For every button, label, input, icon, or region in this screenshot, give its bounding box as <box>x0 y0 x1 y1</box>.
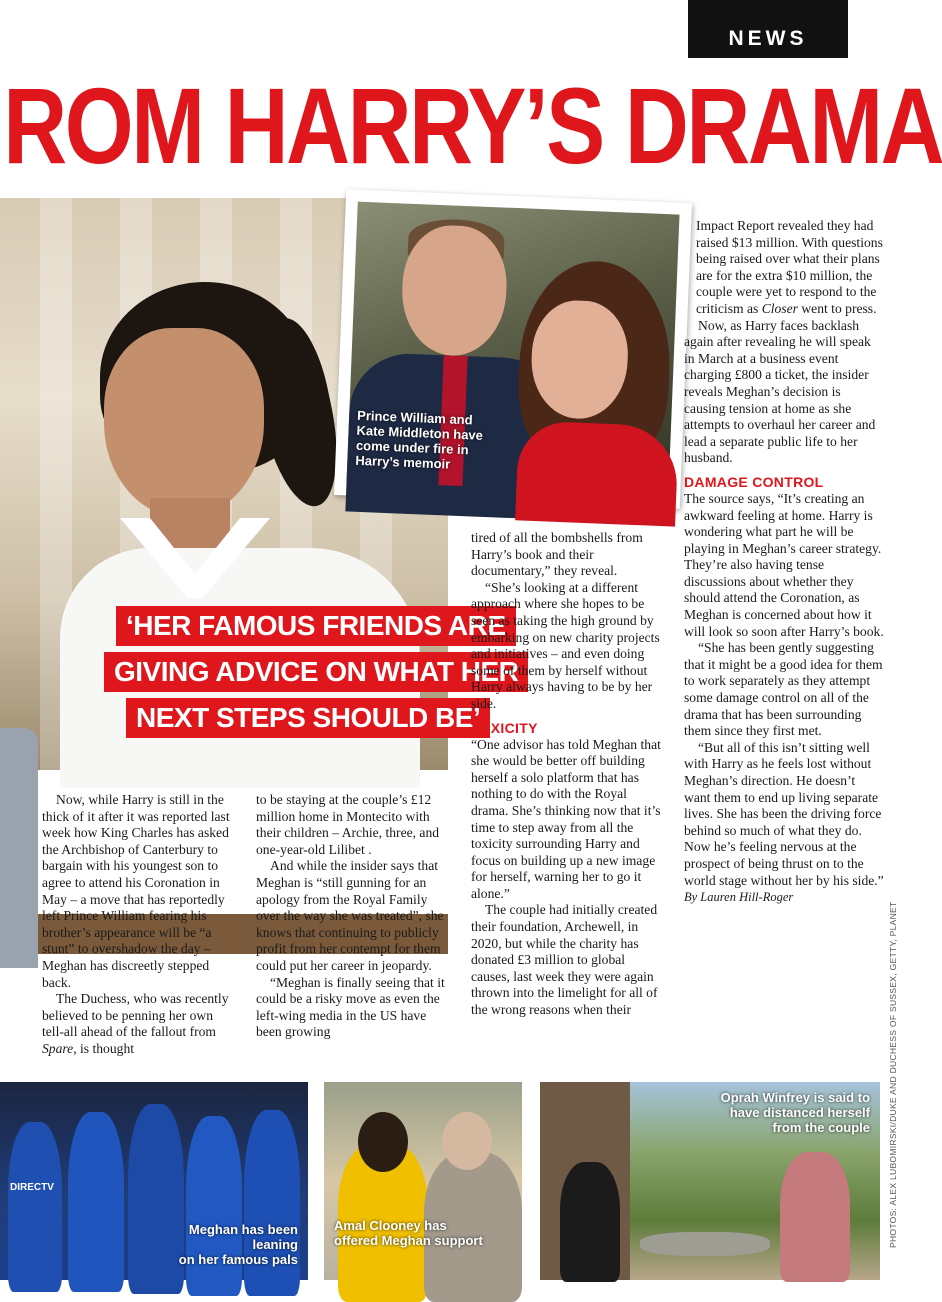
paragraph: “But all of this isn’t sitting well with Harry as he feels lost without Meghan’s direction. He doesn’t want them to end up living separate lives. She has been the driving force behind so much of what they do. Now he’s feeling nervous at the prospect of being thrust on to the world stage without her by his side.” <box>684 739 884 888</box>
inset-photo <box>334 189 692 509</box>
photo-famous-pals <box>0 1082 308 1280</box>
paragraph: Now, as Harry faces backlash again after revealing he will speak in March at a business event charging £800 a ticket, the insider reveals Meghan’s decision is causing tension at home as she attempts to overhaul her career and lead a separate public life to her husband. <box>684 317 876 466</box>
paragraph: The Duchess, who was recently believed to be penning her own tell-all ahead of the fallout from Spare, is thought <box>42 991 229 1056</box>
subhead-damage-control: DAMAGE CONTROL <box>684 473 824 490</box>
paragraph: The source says, “It’s creating an awkward feeling at home. Harry is wondering what part he will be playing in Meghan’s career strategy. They’re also having tense discussions about whether they should attend the Coronation, as Meghan is concerned about how it will look so soon after Harry’s book. <box>684 490 884 639</box>
pull-quote-line-3: NEXT STEPS SHOULD BE’ <box>126 698 490 738</box>
section-tab: NEWS <box>688 0 848 58</box>
pull-quote-line-1: ‘HER FAMOUS FRIENDS ARE <box>116 606 516 646</box>
caption-oprah-winfrey: Oprah Winfrey is said to have distanced herself from the couple <box>720 1090 870 1135</box>
article-column-3 <box>471 530 665 1019</box>
photo-oprah-winfrey <box>540 1082 880 1280</box>
paragraph: Now, while Harry is still in the thick of it after it was reported last week how King Charles has asked the Archbishop of Canterbury to bargain with his youngest son to agree to attend his Coronation in May – a move that has reportedly left Prince William fearing his brother’s appearance will be “a stunt” to overshadow the day – Meghan has discreetly stepped back. <box>42 792 230 990</box>
paragraph: to be staying at the couple’s £12 million home in Montecito with their children – Archie, three, and one-year-old Lilibet . <box>256 792 440 857</box>
paragraph: tired of all the bombshells from Harry’s book and their documentary,” they reveal. <box>471 530 643 579</box>
paragraph: “One advisor has told Meghan that she would be better off building herself a solo platform that has nothing to do with the Royal drama. She’s thinking now that it’s time to step away from all the toxicity surrounding Harry and focus on building up a new image for herself, warning her to go it alone.” <box>471 736 661 901</box>
photo-amal-clooney <box>324 1082 522 1280</box>
jersey-logo: DIRECTV <box>10 1182 54 1193</box>
headline: ROM HARRY’S DRAMA <box>3 65 942 186</box>
article-column-2 <box>256 792 452 1041</box>
paragraph: “Meghan is finally seeing that it could be a risky move as even the left-wing media in the US have been growing <box>256 974 445 1040</box>
paragraph: Impact Report revealed they had raised $13 million. With questions being raised over what their plans are for the extra $10 million, the couple were yet to respond to the criticism as Closer went to press. <box>696 218 883 316</box>
paragraph: And while the insider says that Meghan is “still gunning for an apology from the Royal Family over the way she was treated”, she knows that continuing to publicly profit from her contempt for them could put her career in jeopardy. <box>256 858 444 973</box>
photo-credit: PHOTOS: ALEX LUBOMIRSKI/DUKE AND DUCHESS OF SUSSEX, GETTY, PLANET <box>888 901 898 1248</box>
paragraph: The couple had initially created their foundation, Archewell, in 2020, but while the charity has donated £3 million to global causes, last week they were again thrown into the limelight for all of the wrong reasons when their <box>471 902 658 1018</box>
caption-famous-pals: Meghan has been leaning on her famous pals <box>178 1222 298 1267</box>
paragraph: “She has been gently suggesting that it might be a good idea for them to work separately as they attempt some damage control on all of the drama that has been surrounding them since they first met. <box>684 640 883 739</box>
inset-caption: Prince William and Kate Middleton have come under fire in Harry’s memoir <box>355 407 484 472</box>
pull-quote-line-2: GIVING ADVICE ON WHAT HER <box>104 652 528 692</box>
article-column-4 <box>684 218 884 906</box>
article-column-1 <box>42 792 236 1058</box>
byline: By Lauren Hill-Roger <box>684 890 794 905</box>
paragraph: “She’s looking at a different approach where she hopes to be seen as taking the high ground by embarking on new charity projects and initiatives – and even doing some of them by herself without Harry always having to be by her side. <box>471 579 660 711</box>
subhead-toxicity: TOXICITY <box>471 719 538 736</box>
caption-amal-clooney: Amal Clooney has offered Meghan support <box>334 1218 483 1248</box>
